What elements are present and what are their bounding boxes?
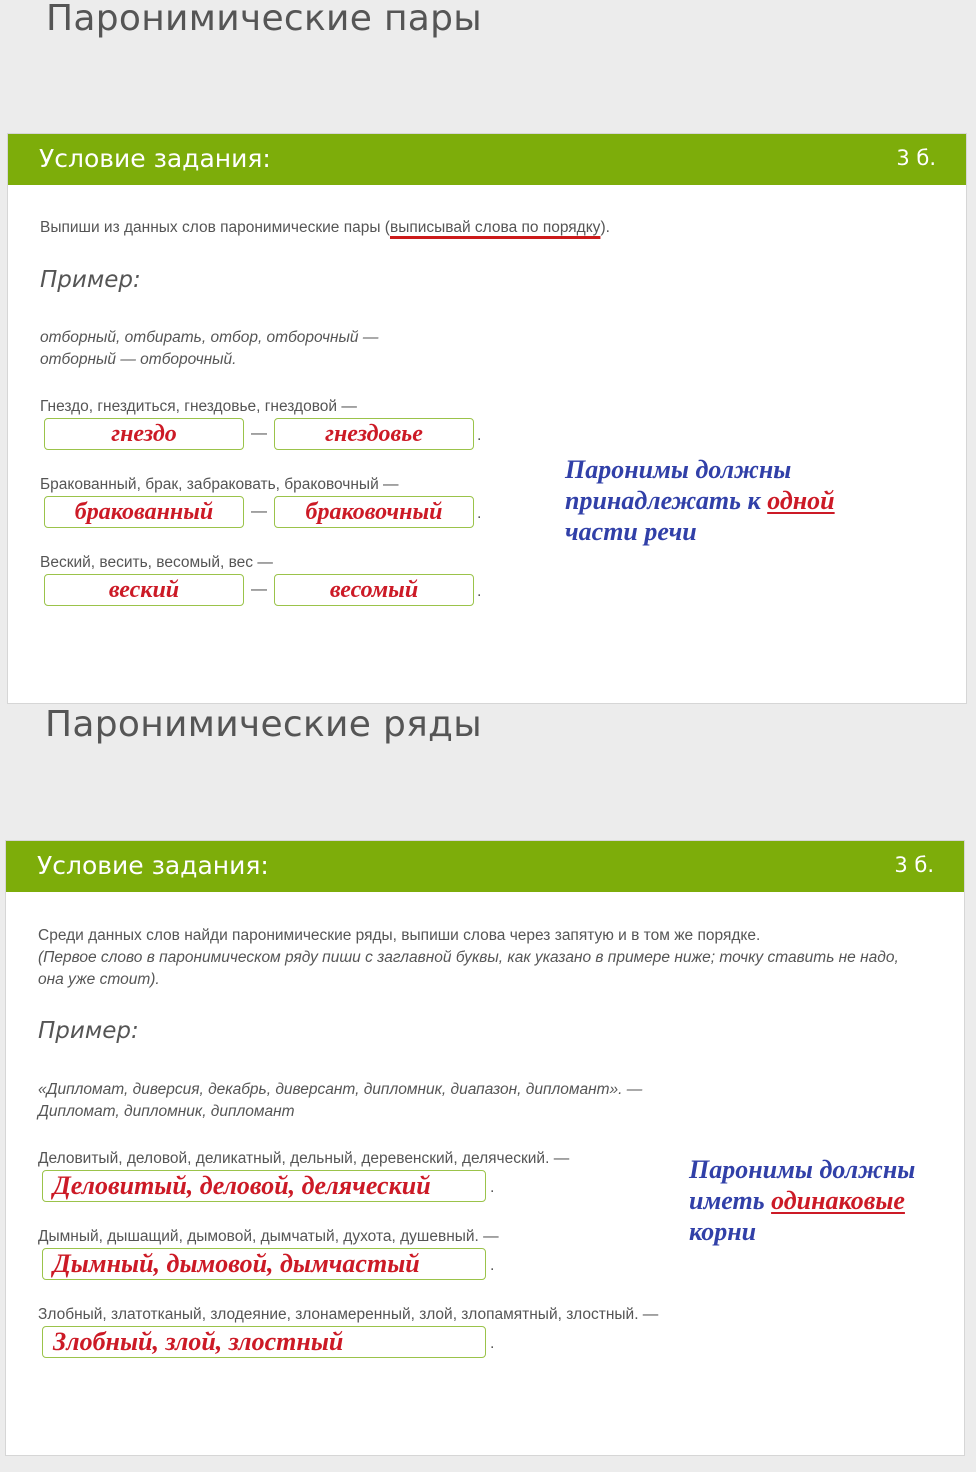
note-emphasis: одинаковые [771,1186,905,1215]
instruction-emphasis: выписывай слова по порядку [389,219,601,236]
task-card-pairs [7,133,967,704]
pair-dash: — [251,503,267,520]
answer-input-2[interactable]: Дымный, дымовой, дымчастый [42,1248,486,1280]
answer-input-1b[interactable]: гнездовье [274,418,474,450]
row-dot: . [490,1179,495,1196]
task-card-header [8,134,966,185]
annotation-note-1: Паронимы должны принадлежать к одной части речи [565,455,835,546]
task-prompt-1: Гнездо, гнездиться, гнездовье, гнездовой — [40,398,357,415]
task-points: 3 б. [894,853,934,877]
pair-dot: . [477,505,482,522]
task-prompt-3: Веский, весить, весомый, вес — [40,554,273,571]
answer-input-3[interactable]: Злобный, злой, злостный [42,1326,486,1358]
example-text-line-1: «Дипломат, диверсия, декабрь, диверсант, дипломник, диапазон, дипломант». — [38,1081,643,1098]
answer-input-3b[interactable]: весомый [274,574,474,606]
task-condition-title: Условие задания: [37,851,269,880]
task-prompt-2: Дымный, дышащий, дымовой, дымчатый, духота, душевный. — [38,1228,499,1245]
answer-input-1a[interactable]: гнездо [44,418,244,450]
answer-input-2b[interactable]: браковочный [274,496,474,528]
pair-dash: — [251,581,267,598]
task-prompt-1: Деловитый, деловой, деликатный, дельный, деревенский, деляческий. — [38,1150,570,1167]
answer-input-2a[interactable]: бракованный [44,496,244,528]
pair-dash: — [251,425,267,442]
task-card-header [6,841,964,892]
task-card-rows [5,840,965,1456]
section-title-paronym-rows: Паронимические ряды [45,704,482,745]
example-label: Пример: [40,267,141,293]
note-emphasis: одной [767,486,835,515]
task-prompt-2: Бракованный, брак, забраковать, браковочный — [40,476,399,493]
task-prompt-3: Злобный, златотканый, злодеяние, злонамеренный, злой, злопамятный, злостный. — [38,1306,659,1323]
row-dot: . [490,1335,495,1352]
pair-dot: . [477,427,482,444]
example-label: Пример: [38,1018,139,1044]
example-text-line-2: отборный — отборочный. [40,351,237,368]
task-condition-title: Условие задания: [39,144,271,173]
section-title-paronym-pairs: Паронимические пары [46,0,483,39]
annotation-note-2: Паронимы должны иметь одинаковые корни [689,1155,916,1246]
answer-input-3a[interactable]: веский [44,574,244,606]
task-instruction: Выпиши из данных слов паронимические пары (выписывай слова по порядку). [40,219,610,236]
task-instruction-line-3: она уже стоит). [38,971,160,988]
task-instruction-line-2: (Первое слово в паронимическом ряду пиши с заглавной буквы, как указано в примере ниже; точку ставить не надо, [38,949,899,966]
example-text-line-1: отборный, отбирать, отбор, отборочный — [40,329,379,346]
row-dot: . [490,1257,495,1274]
task-instruction-line-1: Среди данных слов найди паронимические ряды, выпиши слова через запятую и в том же порядке. [38,927,761,944]
example-text-line-2: Дипломат, дипломник, дипломант [38,1103,295,1120]
answer-input-1[interactable]: Деловитый, деловой, деляческий [42,1170,486,1202]
task-points: 3 б. [896,146,936,170]
pair-dot: . [477,583,482,600]
